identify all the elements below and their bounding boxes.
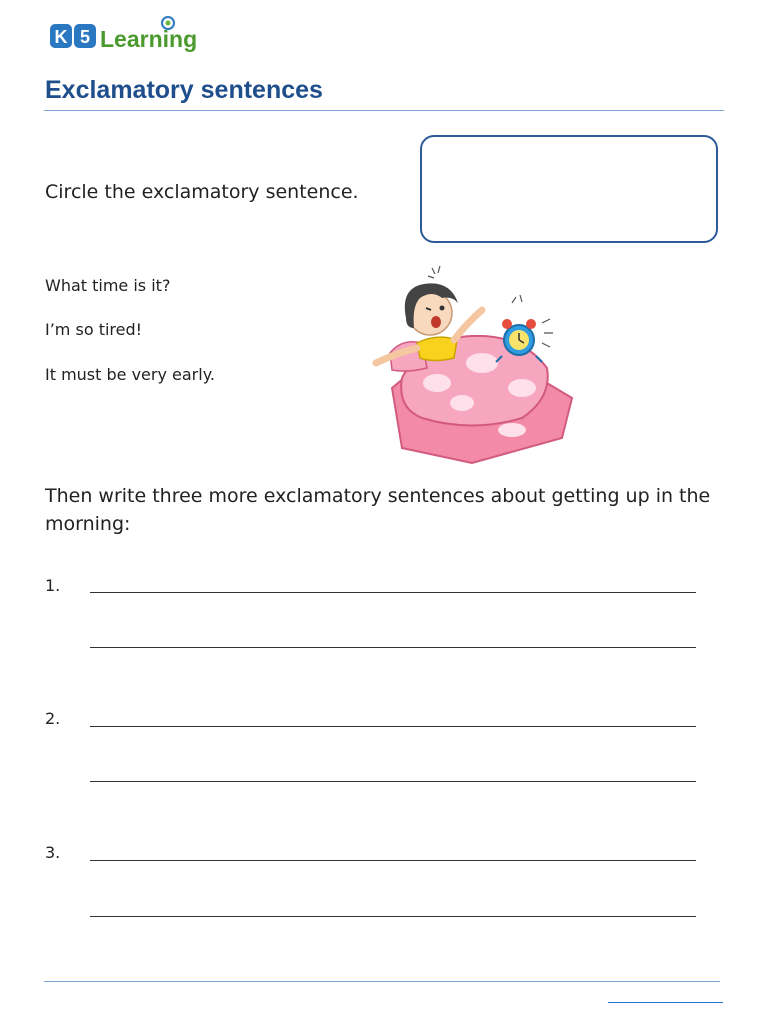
svg-text:K: K — [54, 27, 68, 47]
k5-learning-logo — [48, 14, 213, 58]
sentence-option: I’m so tired! — [45, 320, 143, 339]
footer-divider — [44, 981, 720, 982]
instruction-write: Then write three more exclamatory sentences about getting up in the morning: — [45, 485, 711, 535]
instruction-circle: Circle the exclamatory sentence. — [45, 181, 359, 203]
sentence-option: It must be very early. — [45, 365, 215, 384]
sentence-option: What time is it? — [45, 276, 171, 295]
item-number: 1. — [45, 576, 61, 595]
header-divider — [44, 110, 724, 111]
footer-link-underline[interactable] — [608, 1002, 723, 1003]
writing-line[interactable] — [90, 781, 696, 782]
girl-waking-up-illustration — [362, 258, 582, 468]
answer-box — [420, 135, 718, 243]
writing-line[interactable] — [90, 726, 696, 727]
item-number: 2. — [45, 709, 61, 728]
writing-line[interactable] — [90, 647, 696, 648]
writing-line[interactable] — [90, 916, 696, 917]
page-title: Exclamatory sentences — [45, 76, 323, 104]
svg-text:Learning: Learning — [100, 26, 198, 52]
writing-line[interactable] — [90, 860, 696, 861]
svg-text:5: 5 — [79, 27, 91, 47]
writing-line[interactable] — [90, 592, 696, 593]
item-number: 3. — [45, 843, 61, 862]
